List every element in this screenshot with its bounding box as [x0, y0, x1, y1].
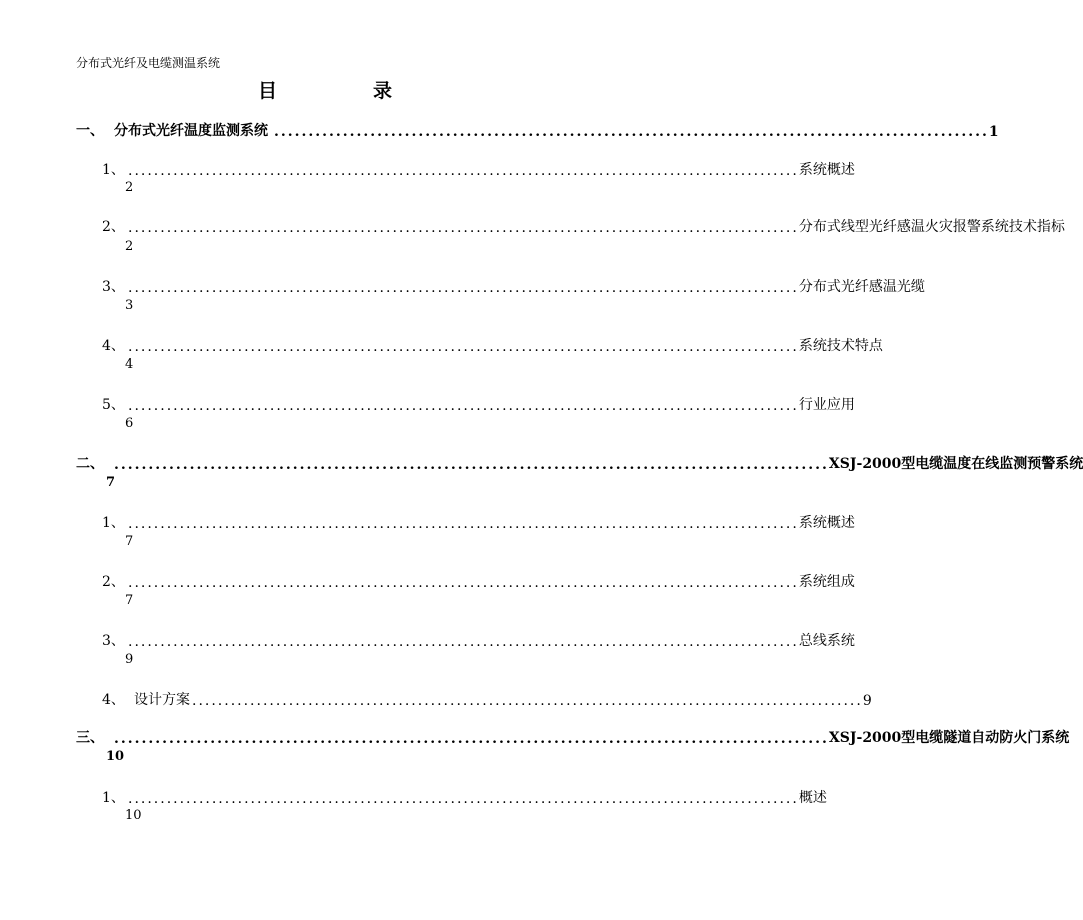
- toc-leader-dots: ........................................................................................................: [128, 575, 799, 591]
- toc-entry-number: 3、: [102, 279, 125, 295]
- toc-entry-3-1[interactable]: [102, 787, 827, 807]
- toc-entry-number: 2、: [102, 574, 125, 590]
- toc-entry-page: 9: [862, 693, 872, 709]
- toc-entry-number: 1、: [102, 515, 125, 531]
- toc-entry-number: 1、: [102, 790, 125, 806]
- toc-entry-text: 设计方案: [134, 692, 190, 708]
- toc-entry-1-4[interactable]: [102, 335, 883, 355]
- toc-entry-3[interactable]: [76, 727, 1070, 747]
- toc-entry-1-1[interactable]: [102, 159, 855, 179]
- toc-entry-page: 7: [125, 534, 134, 549]
- toc-entry-1-3[interactable]: [102, 276, 925, 296]
- toc-entry-page: 10: [106, 749, 125, 764]
- toc-leader-dots: ........................................................................................................: [128, 791, 799, 807]
- toc-leader-dots: ........................................................................................................: [128, 339, 799, 355]
- toc-entry-number: 3、: [102, 633, 125, 649]
- toc-entry-1-5[interactable]: [102, 394, 855, 414]
- toc-entry-number: 4、: [102, 338, 125, 354]
- toc-leader-dots: ........................................................................................................: [128, 280, 799, 296]
- page-header: 分布式光纤及电缆测温系统: [76, 56, 221, 70]
- toc-entry-2[interactable]: [76, 453, 1083, 473]
- toc-leader-dots: ........................................................................................................: [128, 220, 799, 236]
- toc-entry-text: 总线系统: [798, 633, 855, 649]
- toc-leader-dots: ........................................................................................................: [274, 124, 989, 140]
- toc-entry-page: 3: [125, 298, 134, 313]
- toc-entry-page: 6: [125, 416, 134, 431]
- toc-entry-number: 2、: [102, 219, 125, 235]
- toc-entry-text: 系统技术特点: [798, 338, 883, 354]
- toc-entry-text: 系统组成: [798, 574, 855, 590]
- toc-entry-number: 一、: [76, 123, 104, 139]
- toc-entry-text: XSJ-2000型电缆温度在线监测预警系统: [828, 456, 1083, 472]
- toc-leader-dots: ........................................................................................................: [128, 634, 799, 650]
- toc-leader-dots: ........................................................................................................: [192, 693, 863, 709]
- toc-leader-dots: ........................................................................................................: [128, 516, 799, 532]
- toc-leader-dots: ........................................................................................................: [128, 163, 799, 179]
- toc-entry-text: 概述: [798, 790, 827, 806]
- toc-entry-text: 分布式光纤感温光缆: [798, 279, 925, 295]
- toc-entry-text: 系统概述: [798, 162, 855, 178]
- toc-entry-text: 系统概述: [798, 515, 855, 531]
- toc-leader-dots: ........................................................................................................: [114, 731, 829, 747]
- toc-entry-1-2[interactable]: [102, 216, 1065, 236]
- toc-entry-number: 1、: [102, 162, 125, 178]
- toc-entry-1[interactable]: [76, 120, 999, 140]
- toc-entry-page: 1: [988, 124, 999, 140]
- toc-entry-page: 10: [125, 808, 142, 823]
- toc-entry-text: 分布式线型光纤感温火灾报警系统技术指标: [798, 219, 1065, 235]
- toc-entry-text: 分布式光纤温度监测系统: [114, 123, 268, 139]
- toc-title: [0, 76, 650, 103]
- toc-entry-page: 7: [106, 475, 116, 490]
- toc-entry-2-1[interactable]: [102, 512, 855, 532]
- toc-entry-number: 4、: [102, 692, 125, 708]
- toc-entry-number: 5、: [102, 397, 125, 413]
- toc-entry-page: 2: [125, 239, 134, 254]
- toc-entry-page: 7: [125, 593, 134, 608]
- toc-leader-dots: ........................................................................................................: [128, 398, 799, 414]
- toc-entry-page: 2: [125, 180, 134, 195]
- toc-entry-2-3[interactable]: [102, 630, 855, 650]
- toc-entry-number: 三、: [76, 730, 104, 746]
- toc-entry-page: 9: [125, 652, 134, 667]
- toc-leader-dots: ........................................................................................................: [114, 457, 829, 473]
- toc-entry-2-2[interactable]: [102, 571, 855, 591]
- toc-entry-text: 行业应用: [798, 397, 855, 413]
- toc-entry-text: XSJ-2000型电缆隧道自动防火门系统: [828, 730, 1070, 746]
- toc-entry-number: 二、: [76, 456, 104, 472]
- toc-title-char-1: 目: [257, 80, 277, 102]
- toc-title-char-2: 录: [373, 80, 393, 102]
- toc-entry-2-4[interactable]: [102, 689, 872, 709]
- toc-entry-page: 4: [125, 357, 134, 372]
